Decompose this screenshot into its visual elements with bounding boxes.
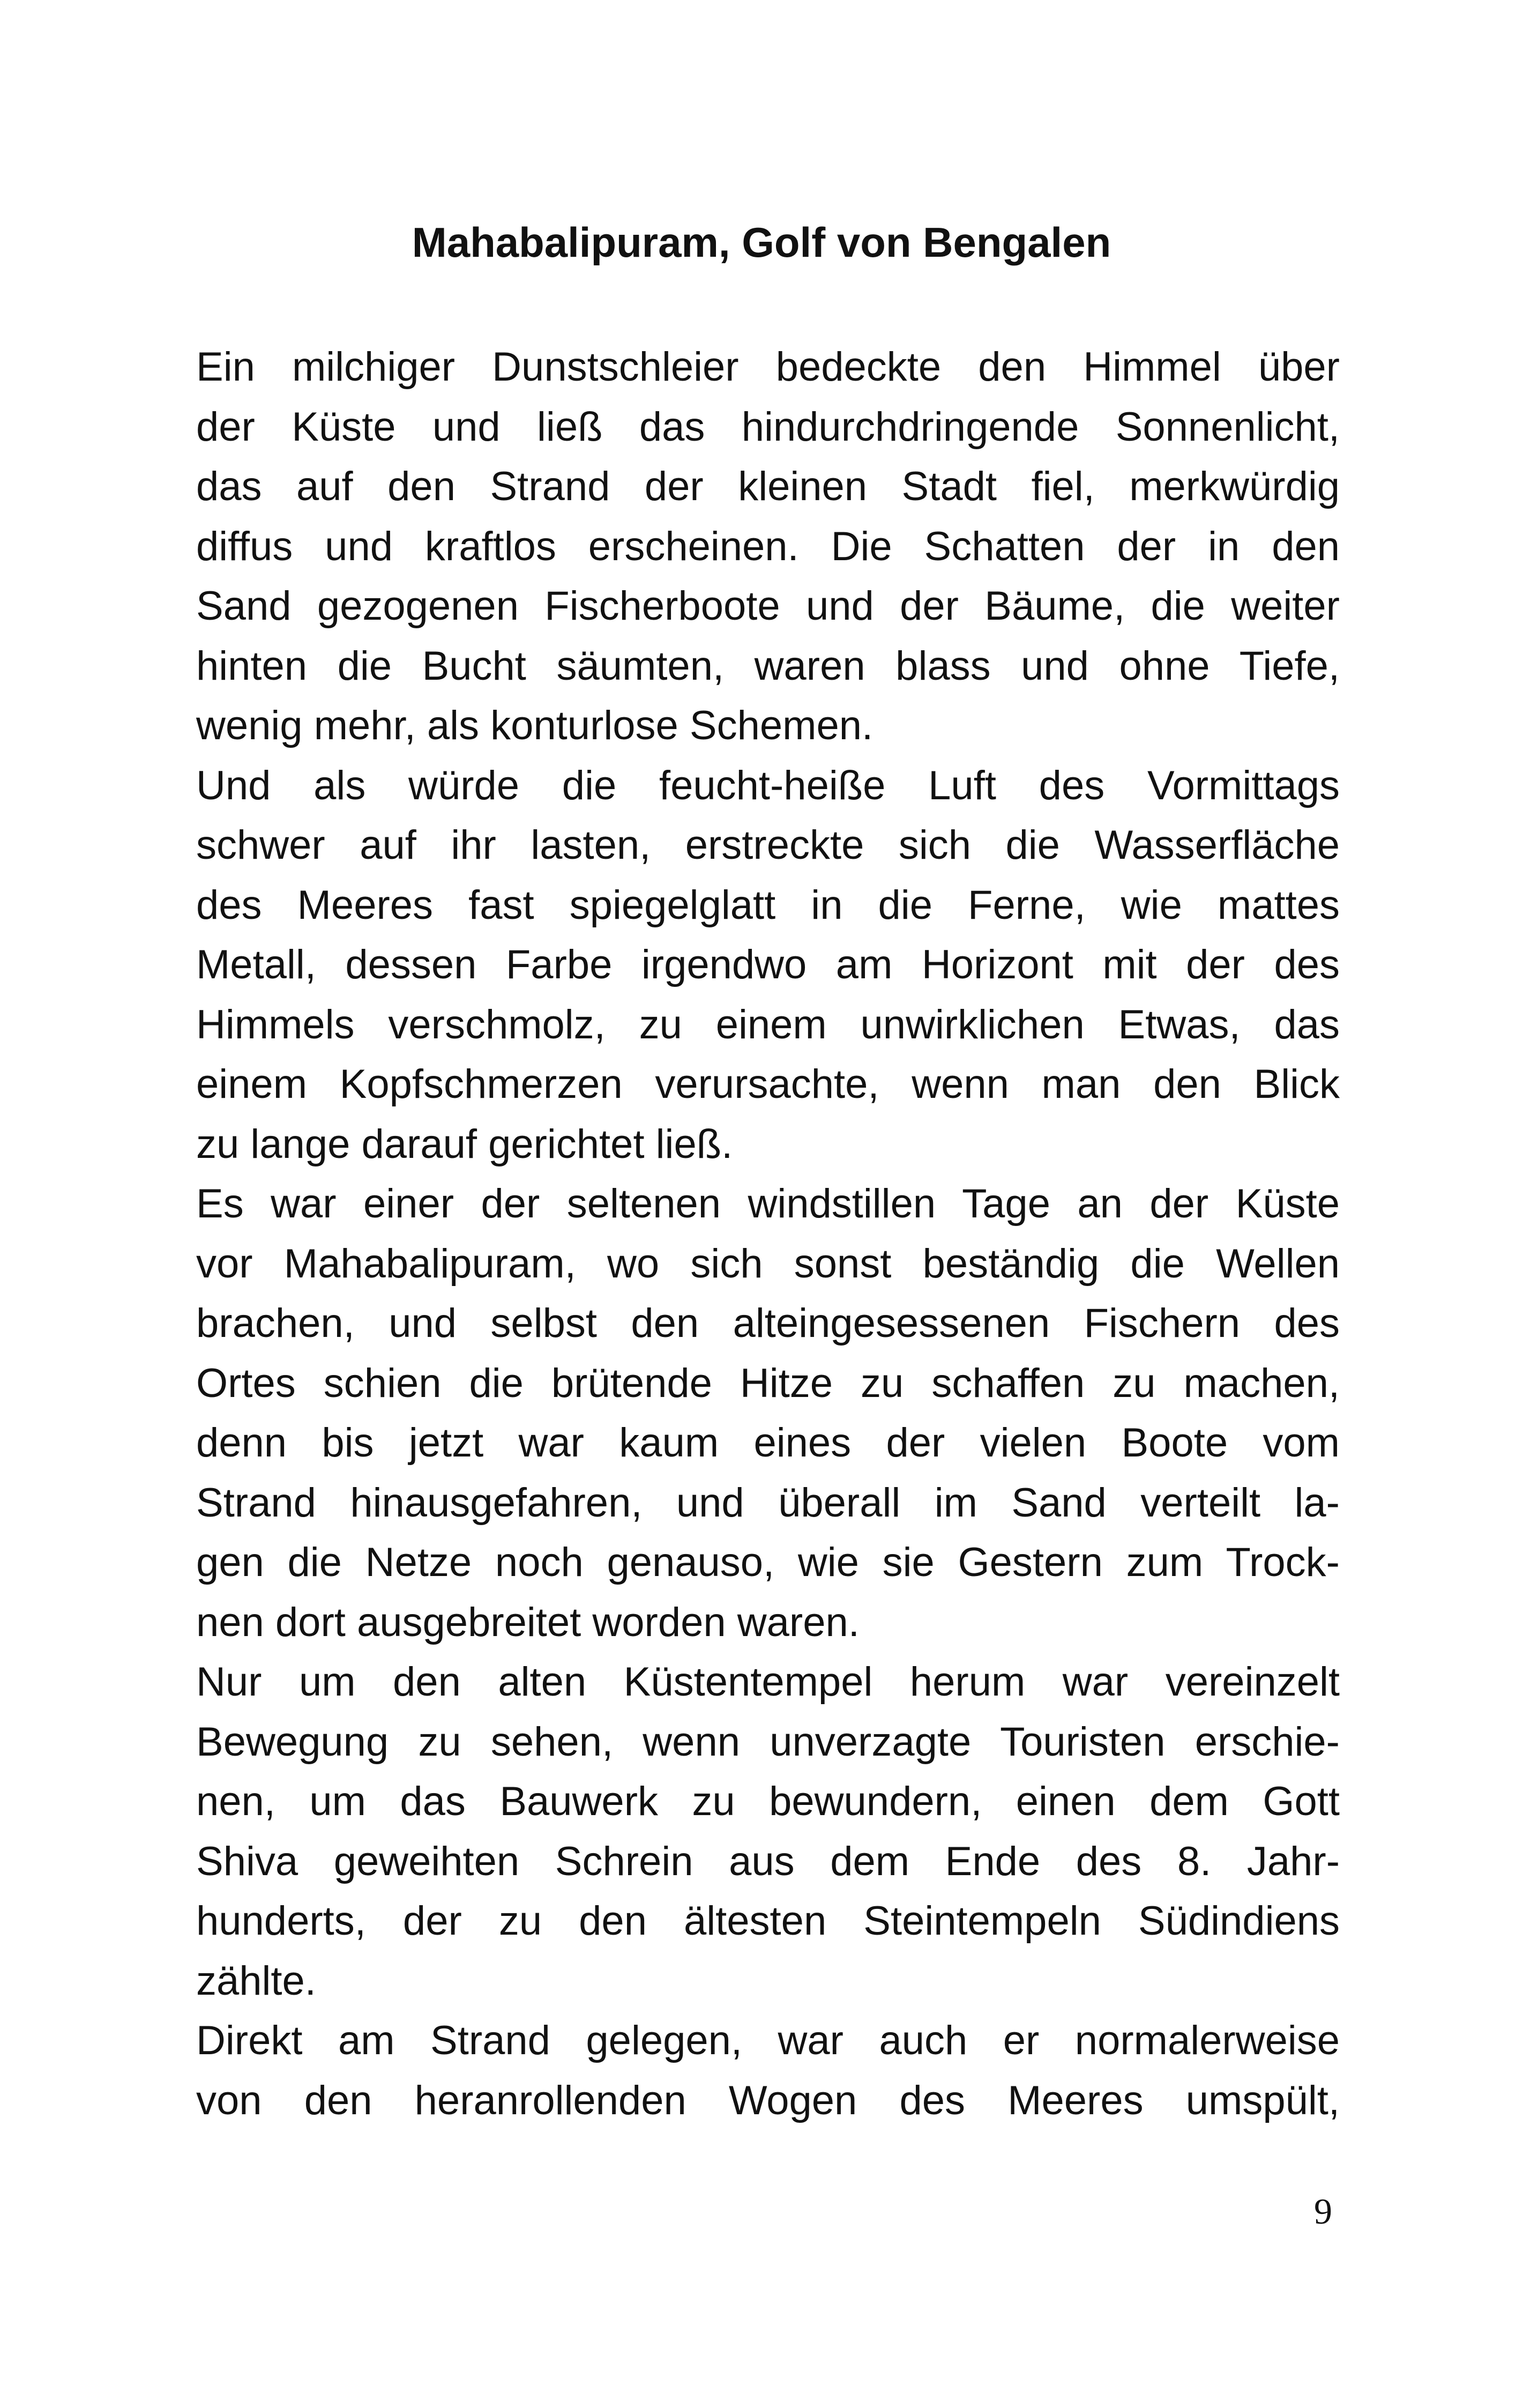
text-line: Shiva geweihten Schrein aus dem Ende des 8. Jahr-	[196, 1838, 1340, 1884]
paragraph-1	[196, 337, 1340, 756]
text-line: Ortes schien die brütende Hitze zu schaffen zu machen,	[196, 1360, 1340, 1406]
page-number: 9	[1314, 2191, 1332, 2232]
text-line: hunderts, der zu den ältesten Steintempeln Südindiens	[196, 1898, 1340, 1944]
text-line: hinten die Bucht säumten, waren blass und ohne Tiefe,	[196, 643, 1340, 689]
text-line: Bewegung zu sehen, wenn unverzagte Touristen erschie-	[196, 1719, 1340, 1765]
text-line: wenig mehr, als konturlose Schemen.	[196, 703, 874, 748]
text-line: zählte.	[196, 1958, 316, 2004]
text-line: brachen, und selbst den alteingesessenen Fischern des	[196, 1300, 1340, 1346]
text-line: gen die Netze noch genauso, wie sie Gestern zum Trock-	[196, 1540, 1340, 1585]
text-line: der Küste und ließ das hindurchdringende Sonnenlicht,	[196, 404, 1340, 450]
text-line: Metall, dessen Farbe irgendwo am Horizont mit der des	[196, 942, 1340, 987]
paragraph-4	[196, 1652, 1340, 2011]
text-line: diffus und kraftlos erscheinen. Die Schatten der in den	[196, 523, 1340, 569]
text-line: denn bis jetzt war kaum eines der vielen Boote vom	[196, 1420, 1340, 1466]
text-line: Es war einer der seltenen windstillen Tage an der Küste	[196, 1181, 1340, 1227]
text-line: Nur um den alten Küstentempel herum war vereinzelt	[196, 1659, 1340, 1705]
text-line: das auf den Strand der kleinen Stadt fiel, merkwürdig	[196, 464, 1340, 509]
text-line: Ein milchiger Dunstschleier bedeckte den Himmel über	[196, 344, 1340, 390]
text-line: schwer auf ihr lasten, erstreckte sich die Wasserfläche	[196, 822, 1340, 868]
text-line: Und als würde die feucht-heiße Luft des Vormittags	[196, 762, 1340, 808]
text-line: Sand gezogenen Fischerboote und der Bäume, die weiter	[196, 583, 1340, 629]
text-line: des Meeres fast spiegelglatt in die Ferne, wie mattes	[196, 882, 1340, 928]
text-line: vor Mahabalipuram, wo sich sonst beständig die Wellen	[196, 1240, 1340, 1287]
text-line: einem Kopfschmerzen verursachte, wenn man den Blick	[196, 1061, 1340, 1107]
text-line: Strand hinausgefahren, und überall im Sand verteilt la-	[196, 1480, 1340, 1526]
paragraph-3	[196, 1174, 1340, 1652]
chapter-title: Mahabalipuram, Golf von Bengalen	[412, 219, 1111, 266]
text-line: Himmels verschmolz, zu einem unwirklichen Etwas, das	[196, 1001, 1340, 1047]
paragraph-5	[196, 2011, 1340, 2130]
body-text	[196, 337, 1340, 2130]
text-line: nen dort ausgebreitet worden waren.	[196, 1599, 860, 1645]
text-line: nen, um das Bauwerk zu bewundern, einen dem Gott	[196, 1779, 1340, 1824]
text-line: von den heranrollenden Wogen des Meeres umspült,	[196, 2077, 1340, 2123]
text-line: Direkt am Strand gelegen, war auch er normalerweise	[196, 2018, 1340, 2063]
paragraph-2	[196, 756, 1340, 1175]
text-line: zu lange darauf gerichtet ließ.	[196, 1121, 733, 1167]
